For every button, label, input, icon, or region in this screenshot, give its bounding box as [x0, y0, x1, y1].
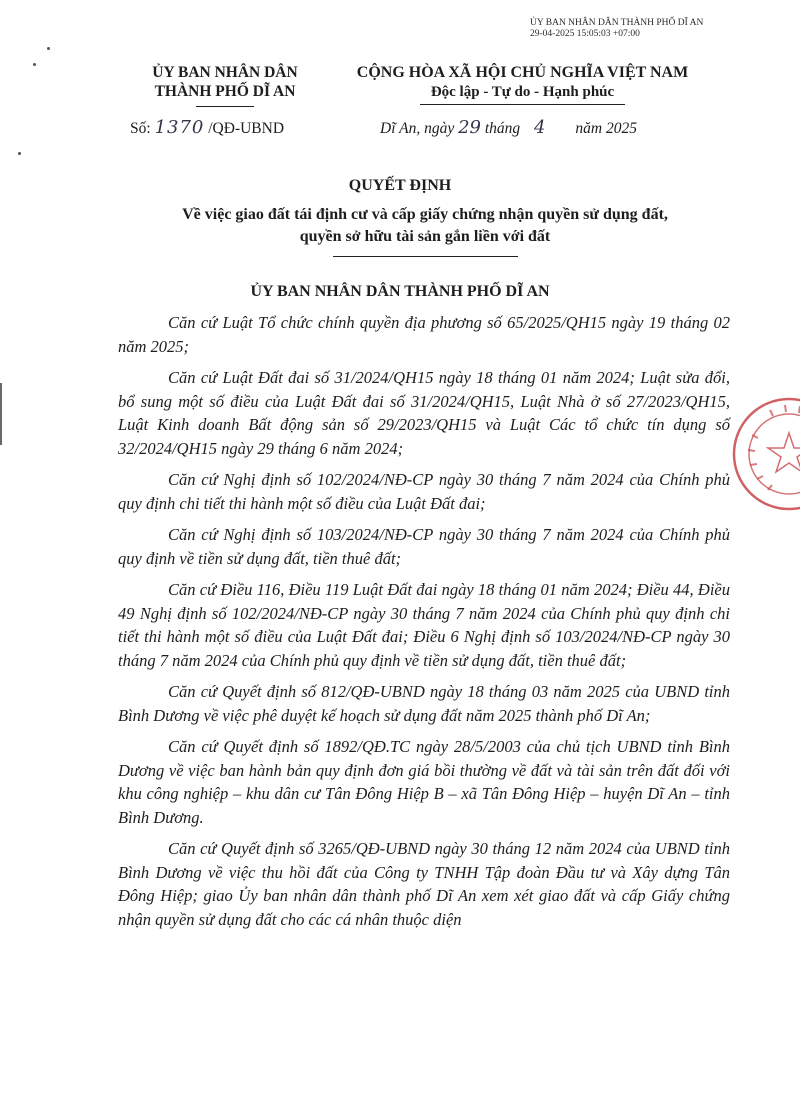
red-seal-stamp-icon [730, 395, 800, 513]
scan-speck [47, 47, 50, 50]
scan-edge-mark [0, 383, 2, 445]
legal-basis-paragraph: Căn cứ Luật Đất đai số 31/2024/QH15 ngày 18 tháng 01 năm 2024; Luật sửa đổi, bổ sung một số điều của Luật Đất đai số 31/2024/QH15, Luật Nhà ở số 27/2023/QH15, Luật Kinh doanh Bất động sản số 29/2023/QH15 và Luật Các tổ chức tín dụng số 32/2024/QH15 ngày 29 tháng 6 năm 2024; [118, 368, 730, 458]
signature-timestamp: 29-04-2025 15:05:03 +07:00 [530, 29, 640, 39]
number-suffix: /QĐ-UBND [208, 120, 285, 137]
year-text: năm 2025 [575, 120, 637, 137]
legal-basis-paragraph: Căn cứ Quyết định số 3265/QĐ-UBND ngày 30 tháng 12 năm 2024 của UBND tỉnh Bình Dương về việc thu hồi đất của Công ty TNHH Tập đoàn Đầu tư và Xây dựng Tân Đông Hiệp; giao Ủy ban nhân dân thành phố Dĩ An xem xét giao đất và cấp Giấy chứng nhận quyền sử dụng đất cho các cá nhân thuộc diện [118, 839, 730, 929]
legal-basis-paragraph: Căn cứ Luật Tổ chức chính quyền địa phương số 65/2025/QH15 ngày 19 tháng 02 năm 2025; [118, 313, 730, 356]
document-type-title: QUYẾT ĐỊNH [348, 177, 452, 194]
document-number [130, 117, 284, 138]
month-prefix: tháng [484, 120, 521, 137]
subject-underline [333, 256, 518, 257]
issuing-authority: ỦY BAN NHÂN DÂN THÀNH PHỐ DĨ AN [250, 283, 550, 300]
legal-basis-paragraph: Căn cứ Nghị định số 102/2024/NĐ-CP ngày 30 tháng 7 năm 2024 của Chính phủ quy định chi tiết thi hành một số điều của Luật Đất đai; [118, 470, 730, 513]
legal-basis-paragraph: Căn cứ Quyết định số 812/QĐ-UBND ngày 18 tháng 03 năm 2025 của UBND tỉnh Bình Dương về việc phê duyệt kế hoạch sử dụng đất năm 2025 thành phố Dĩ An; [118, 682, 730, 725]
scan-speck [18, 152, 21, 155]
place-and-date [380, 117, 637, 138]
signature-issuer: ỦY BAN NHÂN DÂN THÀNH PHỐ DĨ AN [530, 18, 704, 28]
place-prefix: Dĩ An, ngày [380, 120, 455, 137]
issuing-agency-header [100, 63, 350, 107]
agency-underline [196, 106, 254, 107]
subject-line-1: Về việc giao đất tái định cư và cấp giấy chứng nhận quyền sử dụng đất, [182, 206, 668, 223]
subject-line-2: quyền sở hữu tài sản gắn liền với đất [299, 228, 551, 245]
national-header [325, 63, 720, 105]
agency-line-1: ỦY BAN NHÂN DÂN [152, 64, 298, 81]
legal-basis-paragraph: Căn cứ Nghị định số 103/2024/NĐ-CP ngày 30 tháng 7 năm 2024 của Chính phủ quy định về tiền sử dụng đất, tiền thuê đất; [118, 525, 730, 568]
document-subject [120, 204, 730, 257]
document-body [118, 311, 730, 939]
handwritten-day: 29 [458, 117, 481, 138]
handwritten-month: 4 [534, 117, 546, 138]
national-title: CỘNG HÒA XÃ HỘI CHỦ NGHĨA VIỆT NAM [356, 64, 689, 81]
national-motto: Độc lập - Tự do - Hạnh phúc [430, 84, 615, 100]
digital-signature-stamp [530, 18, 770, 40]
legal-basis-paragraph: Căn cứ Điều 116, Điều 119 Luật Đất đai ngày 18 tháng 01 năm 2024; Điều 44, Điều 49 Nghị định số 102/2024/NĐ-CP ngày 30 tháng 7 năm 2024 của Chính phủ quy định chi tiết thi hành một số điều của Luật Đất đai; Điều 6 Nghị định số 103/2024/NĐ-CP ngày 30 tháng 7 năm 2024 của Chính phủ quy định về tiền sử dụng đất, tiền thuê đất; [118, 580, 730, 670]
motto-underline [420, 104, 625, 105]
handwritten-number: 1370 [154, 117, 205, 138]
number-label: Số: [130, 120, 151, 137]
agency-line-2: THÀNH PHỐ DĨ AN [154, 83, 296, 100]
legal-basis-paragraph: Căn cứ Quyết định số 1892/QĐ.TC ngày 28/5/2003 của chủ tịch UBND tỉnh Bình Dương về việc ban hành bản quy định đơn giá bồi thường về đất và tài sản trên đất đối với khu công nghiệp – khu dân cư Tân Đông Hiệp B – xã Tân Đông Hiệp – huyện Dĩ An – tỉnh Bình Dương. [118, 737, 730, 827]
scan-speck [33, 63, 36, 66]
